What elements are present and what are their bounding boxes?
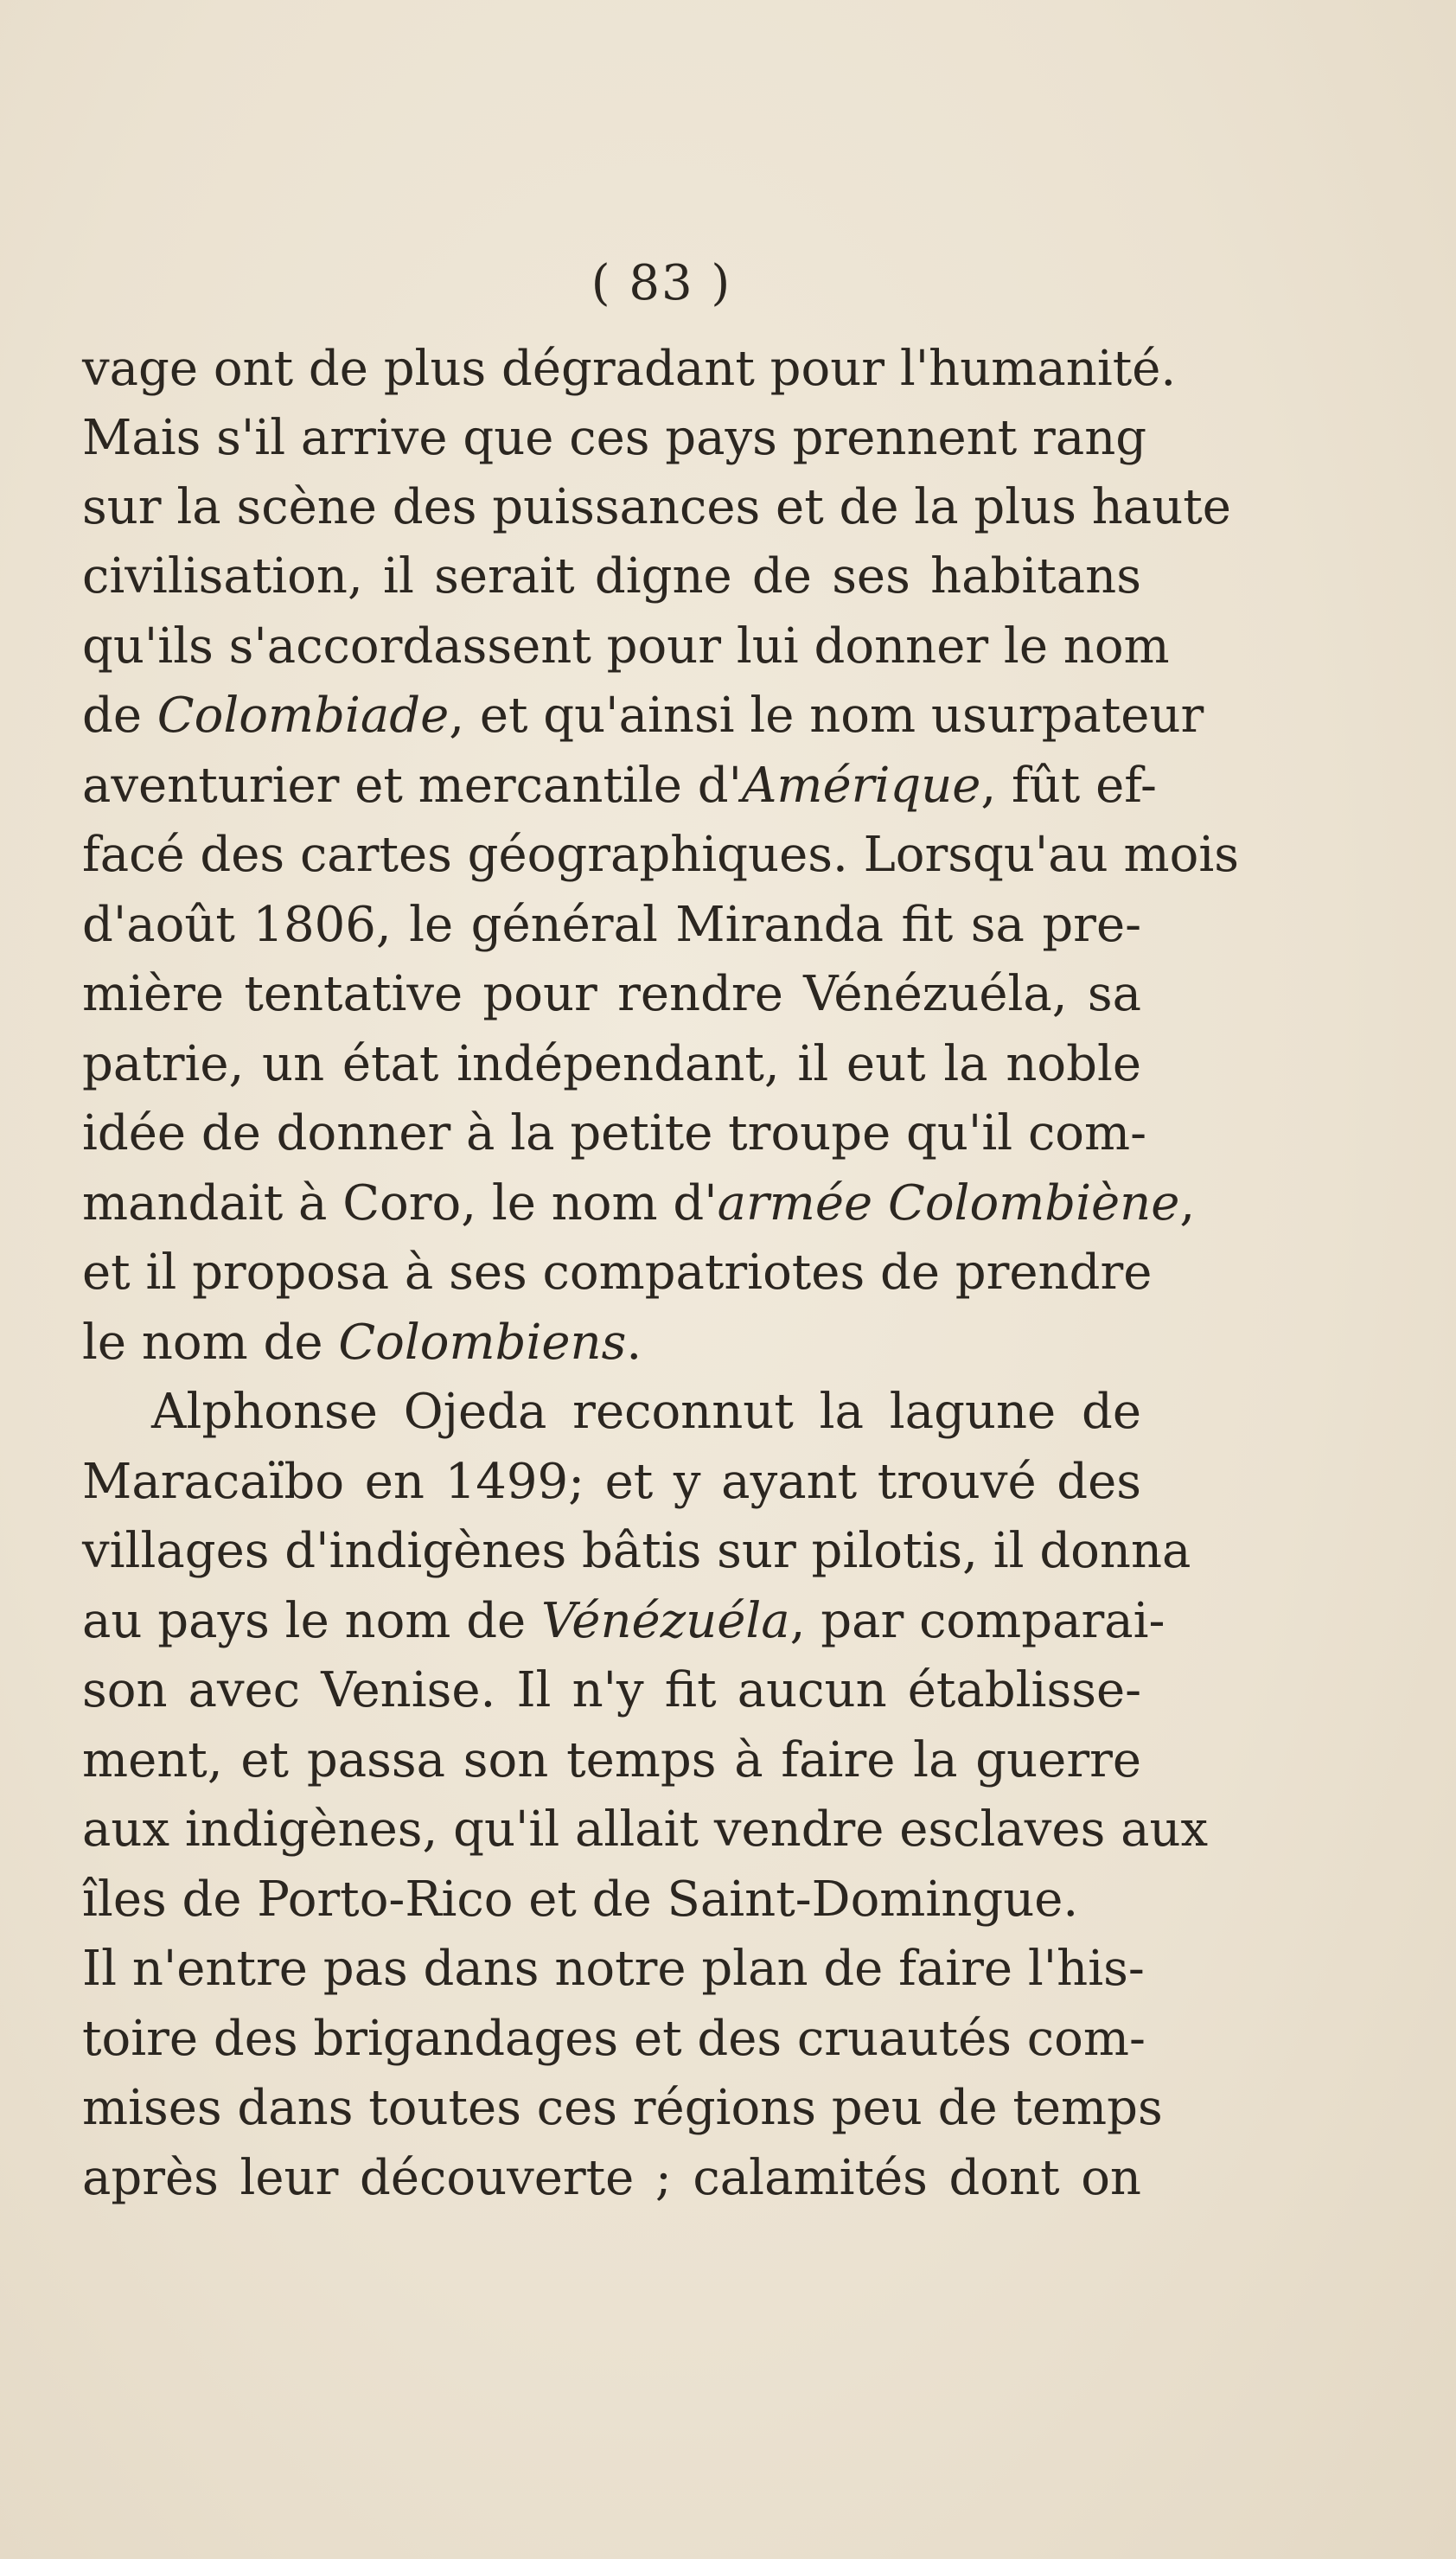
page-number: ( 83 ) xyxy=(591,255,732,311)
text-line: Il n'entre pas dans notre plan de faire l'his- xyxy=(82,1941,1145,1997)
italic-text: Colombiade xyxy=(156,688,450,744)
text-line: au pays le nom de Vénézuéla, par comparai- xyxy=(82,1593,1165,1649)
text-line: Mais s'il arrive que ces pays prennent rang xyxy=(82,410,1147,466)
text-line: ment, et passa son temps à faire la guerre xyxy=(82,1732,1141,1788)
text-line: qu'ils s'accordassent pour lui donner le nom xyxy=(82,618,1170,675)
text-line: Alphonse Ojeda reconnut la lagune de xyxy=(151,1384,1141,1440)
text-line: d'août 1806, le général Miranda fit sa pre- xyxy=(82,897,1141,953)
text-line: facé des cartes géographiques. Lorsqu'au mois xyxy=(82,827,1240,883)
text-line: mandait à Coro, le nom d'armée Colombiène, xyxy=(82,1175,1196,1232)
text-line: son avec Venise. Il n'y fit aucun établisse- xyxy=(82,1662,1141,1718)
italic-text: armée Colombiène xyxy=(717,1175,1180,1232)
text-line: le nom de Colombiens. xyxy=(82,1315,642,1371)
text-line: sur la scène des puissances et de la plus haute xyxy=(82,479,1231,535)
text-line: de Colombiade, et qu'ainsi le nom usurpateur xyxy=(82,688,1204,744)
text-line: toire des brigandages et des cruautés com- xyxy=(82,2011,1146,2067)
italic-text: Colombiens xyxy=(338,1315,627,1371)
text-line: civilisation, il serait digne de ses habitans xyxy=(82,548,1141,605)
text-line: îles de Porto-Rico et de Saint-Domingue. xyxy=(82,1871,1079,1928)
text-line: et il proposa à ses compatriotes de prendre xyxy=(82,1244,1153,1301)
text-line: aventurier et mercantile d'Amérique, fût ef- xyxy=(82,758,1157,814)
text-line: mière tentative pour rendre Vénézuéla, sa xyxy=(82,966,1141,1022)
text-line: vage ont de plus dégradant pour l'humanité. xyxy=(82,341,1177,397)
text-line: mises dans toutes ces régions peu de temps xyxy=(82,2080,1163,2136)
italic-text: Amérique xyxy=(741,758,981,814)
text-line: patrie, un état indépendant, il eut la noble xyxy=(82,1036,1141,1092)
italic-text: Vénézuéla xyxy=(541,1593,790,1649)
text-line: Maracaïbo en 1499; et y ayant trouvé des xyxy=(82,1454,1141,1510)
text-line: après leur découverte ; calamités dont on xyxy=(82,2150,1141,2206)
text-line: villages d'indigènes bâtis sur pilotis, il donna xyxy=(82,1523,1191,1579)
text-line: idée de donner à la petite troupe qu'il com- xyxy=(82,1105,1147,1161)
text-line: aux indigènes, qu'il allait vendre esclaves aux xyxy=(82,1801,1209,1858)
